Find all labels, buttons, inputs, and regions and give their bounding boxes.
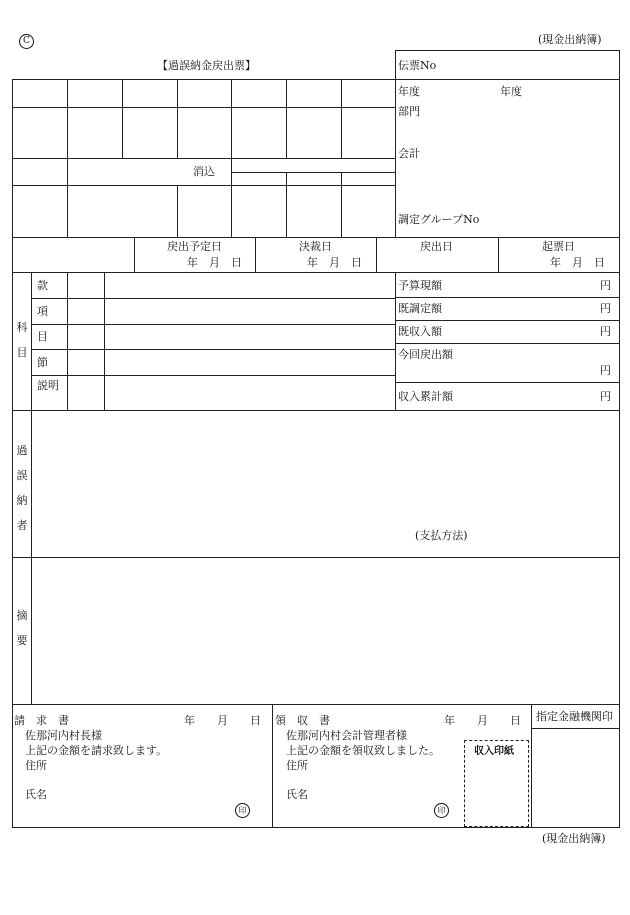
cleared-label: 消込 <box>193 165 215 178</box>
subject-row-setsu: 節 <box>37 356 48 369</box>
adjust-group-label: 調定グループNo <box>398 213 480 226</box>
receipt-seal-icon: 印 <box>434 803 449 818</box>
voucher-no-label: 伝票No <box>398 59 437 72</box>
payment-method-label: (支払方法) <box>415 529 468 542</box>
fiscal-year-label-2: 年度 <box>500 85 522 98</box>
budget-yen: 円 <box>600 279 611 292</box>
this-return-label: 今回戻出額 <box>398 348 453 361</box>
receipt-address: 住所 <box>286 759 308 772</box>
adjusted-label: 既調定額 <box>398 302 442 315</box>
cumulative-yen: 円 <box>600 390 611 403</box>
ledger-label-bottom: (現金出納簿) <box>542 832 606 845</box>
approval-date-label: 決裁日 <box>299 240 332 253</box>
receipt-name: 氏名 <box>286 788 308 801</box>
account-label: 会計 <box>398 147 420 160</box>
planned-date-label: 戻出予定日 <box>167 240 222 253</box>
revenue-stamp-label: 収入印紙 <box>474 746 514 757</box>
adjusted-yen: 円 <box>600 302 611 315</box>
received-yen: 円 <box>600 325 611 338</box>
subject-row-kou: 項 <box>37 305 48 318</box>
cumulative-label: 収入累計額 <box>398 390 453 403</box>
approval-date-ymd: 年 月 日 <box>307 256 362 269</box>
receipt-body: 上記の金額を領収致しました。 <box>286 744 440 757</box>
fiscal-year-label: 年度 <box>398 85 420 98</box>
claim-name: 氏名 <box>25 788 47 801</box>
return-date-label: 戻出日 <box>420 240 453 253</box>
received-label: 既収入額 <box>398 325 442 338</box>
claim-title: 請 求 書 <box>14 714 69 727</box>
claim-date: 年 月 日 <box>184 714 261 727</box>
ledger-label-top: (現金出納簿) <box>538 33 602 46</box>
draft-date-label: 起票日 <box>542 240 575 253</box>
summary-vertical-label: 摘 要 <box>16 609 28 647</box>
bank-seal-label: 指定金融機関印 <box>536 710 613 723</box>
receipt-to: 佐那河内村会計管理者様 <box>286 729 407 742</box>
department-label: 部門 <box>398 105 420 118</box>
form-title: 【過誤納金戻出票】 <box>157 59 256 72</box>
receipt-date: 年 月 日 <box>444 714 521 727</box>
payer-vertical-label: 過 誤 納 者 <box>16 444 28 532</box>
subject-vertical-label: 科 目 <box>16 321 28 359</box>
claim-to: 佐那河内村長様 <box>25 729 102 742</box>
this-return-yen: 円 <box>600 364 611 377</box>
budget-label: 予算現額 <box>398 279 442 292</box>
claim-address: 住所 <box>25 759 47 772</box>
revenue-stamp-box <box>464 740 529 827</box>
subject-row-setsumei: 説明 <box>37 379 59 392</box>
claim-body: 上記の金額を請求致します。 <box>25 744 168 757</box>
planned-date-ymd: 年 月 日 <box>187 256 242 269</box>
subject-row-kan: 款 <box>37 279 48 292</box>
draft-date-ymd: 年 月 日 <box>550 256 605 269</box>
copyright-icon: C <box>19 34 34 49</box>
subject-row-moku: 目 <box>37 330 48 343</box>
claim-seal-icon: 印 <box>235 803 250 818</box>
receipt-title: 領 収 書 <box>275 714 330 727</box>
